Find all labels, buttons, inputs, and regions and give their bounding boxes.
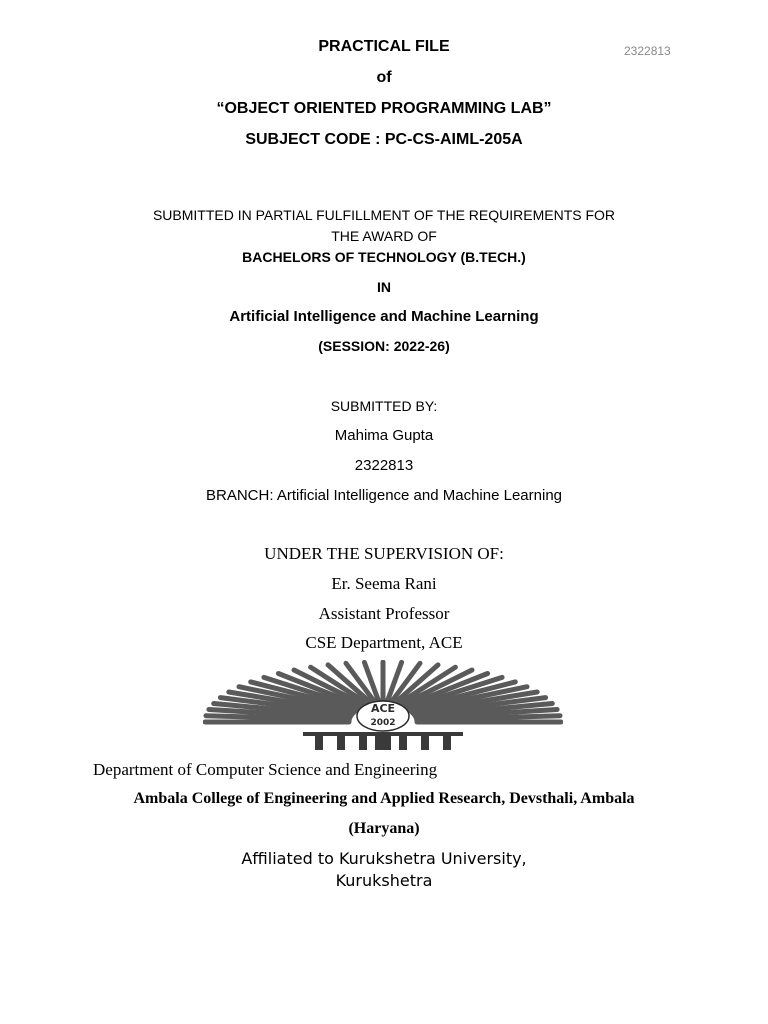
document-title: PRACTICAL FILE: [318, 38, 450, 55]
student-roll-number: 2322813: [354, 457, 414, 474]
logo-base: [303, 732, 463, 750]
session: (SESSION: 2022-26): [318, 338, 450, 354]
field-of-study: Artificial Intelligence and Machine Learning: [229, 308, 539, 325]
submission-statement-line1: SUBMITTED IN PARTIAL FULFILLMENT OF THE REQUIREMENTS FOR: [152, 207, 616, 223]
student-name: Mahima Gupta: [334, 427, 434, 444]
subject-name: “OBJECT ORIENTED PROGRAMMING LAB”: [216, 100, 552, 117]
supervision-heading: UNDER THE SUPERVISION OF:: [264, 544, 504, 563]
degree-name: BACHELORS OF TECHNOLOGY (B.TECH.): [242, 249, 526, 265]
supervisor-title: Assistant Professor: [318, 604, 450, 623]
logo-text-ace: ACE: [370, 702, 396, 715]
submission-statement-line2: THE AWARD OF: [331, 228, 437, 244]
of-text: of: [376, 69, 392, 86]
supervisor-department: CSE Department, ACE: [305, 633, 463, 652]
logo-text-year: 2002: [370, 718, 396, 728]
student-branch: BRANCH: Artificial Intelligence and Machine Learning: [205, 487, 562, 504]
college-logo: [203, 660, 563, 752]
college-state: (Haryana): [348, 820, 420, 837]
corner-roll-number: 2322813: [624, 44, 671, 58]
college-name: Ambala College of Engineering and Applied Research, Devsthali, Ambala: [133, 790, 635, 807]
supervisor-name: Er. Seema Rani: [331, 574, 437, 593]
in-text: IN: [377, 279, 391, 295]
affiliation-line1: Affiliated to Kurukshetra University,: [241, 849, 527, 868]
submitted-by-heading: SUBMITTED BY:: [330, 398, 438, 414]
affiliation-line2: Kurukshetra: [335, 871, 433, 890]
subject-code: SUBJECT CODE : PC-CS-AIML-205A: [245, 131, 523, 148]
department-name: Department of Computer Science and Engineering: [93, 760, 438, 779]
